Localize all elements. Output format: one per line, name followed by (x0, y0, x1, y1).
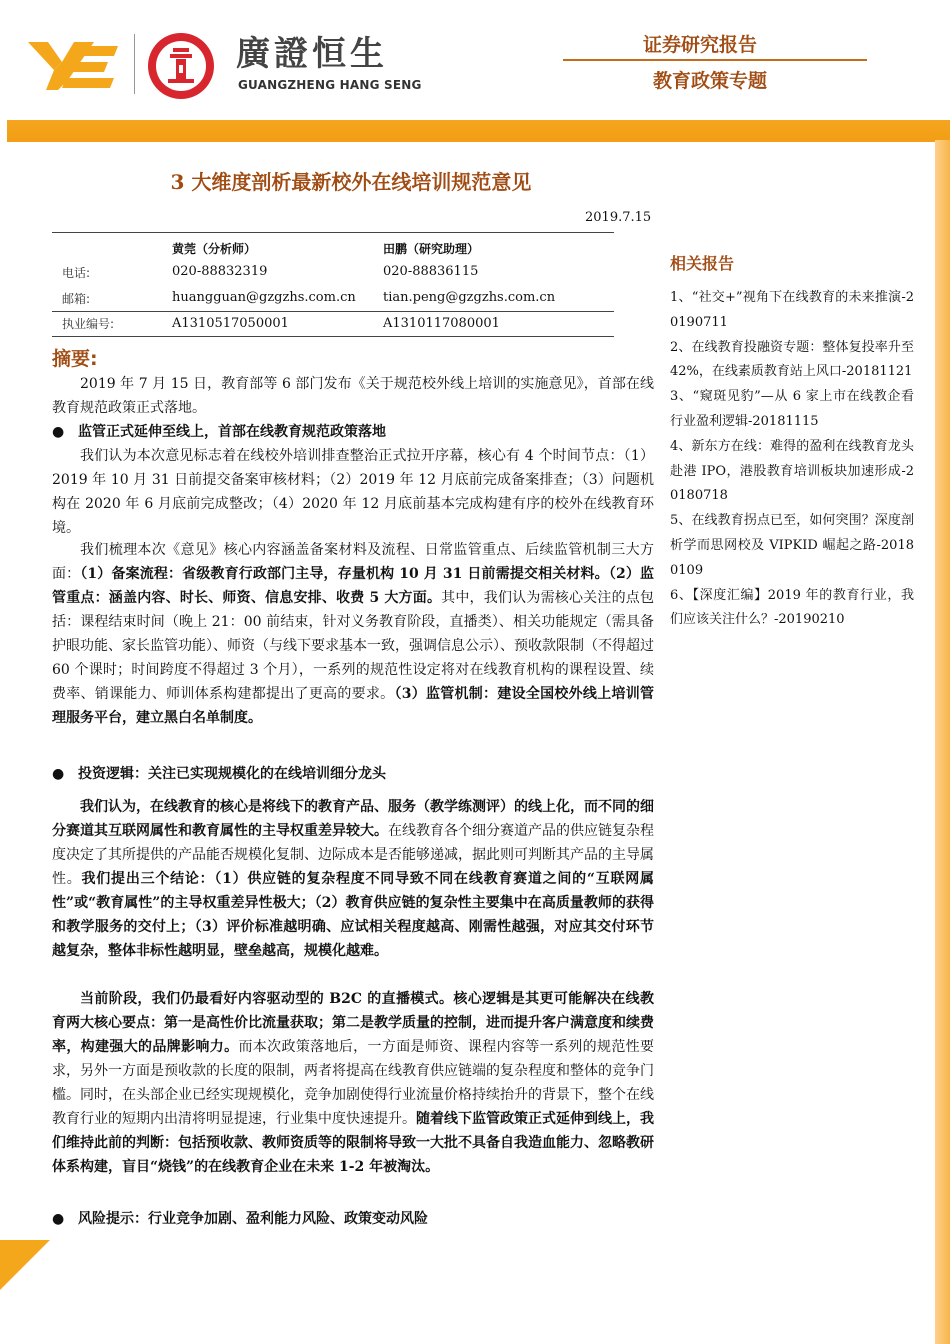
bullet-item (52, 763, 654, 785)
seal-logo-icon (146, 31, 216, 101)
related-report-item[interactable]: 5、在线教育拐点已至，如何突围？深度剖析学而思网校及 VIPKID 崛起之路-20180109 (670, 513, 914, 578)
logo-divider (134, 34, 135, 94)
investment-logic-paragraph (52, 795, 654, 963)
related-report-item[interactable]: 3、“窥斑见豹”—从 6 家上市在线教企看行业盈利逻辑-20181115 (670, 389, 914, 429)
regulation-content-paragraph (52, 538, 654, 730)
para4-bold-1: 当前阶段，我们仍最看好内容驱动型的 B2C 的直播模式。核心逻辑是其更可能解决在线教育两大核心要点：第一是高性价比流量获取；第二是教学质量的控制，进而提升客户满意度和续费率，构建强大的品牌影响力。 (52, 991, 654, 1055)
author-2: 田鹏（研究助理） (383, 242, 480, 256)
related-reports-list (670, 286, 914, 633)
para2-bold-1: （1）备案流程：省级教育行政部门主导，存量机构 10 月 31 日前需提交相关材料。（2）监管重点：涵盖内容、时长、师资、信息安排、收费 5 大方面。 (52, 566, 654, 606)
para3-bold-1: 我们认为，在线教育的核心是将线下的教育产品、服务（教学练测评）的线上化，而不同的细分赛道其互联网属性和教育属性的主导权重差异较大。 (52, 799, 654, 839)
bullet-3-text: 风险提示：行业竞争加剧、盈利能力风险、政策变动风险 (78, 1211, 428, 1227)
report-title: 3 大维度剖析最新校外在线培训规范意见 (170, 170, 532, 194)
para4-bold-2: 随着线下监管政策正式延伸到线上，我们维持此前的判断：包括预收款、教师资质等的限制将导致一大批不具备自我造血能力、忽略教研体系构建，盲目“烧钱”的在线教育企业在未来 1-2 年被淘汰。 (52, 1111, 654, 1175)
bullet-2-text: 投资逻辑：关注已实现规模化的在线培训细分龙头 (78, 766, 386, 782)
table-rule-bottom (52, 336, 614, 337)
related-report-item[interactable]: 4、新东方在线：难得的盈利在线教育龙头赴港 IPO，港股教育培训板块加速形成-20180718 (670, 438, 914, 504)
para2-text-2: 其中，我们认为需核心关注的点包括：课程结束时间（晚上 21：00 前结束，针对义务教育阶段，直播类）、相关功能规定（需具备护眼功能、家长监管功能）、师资（与线下要求基本一致，强调信息公示）、预收款限制（不得超过 60 个课时；时间跨度不得超过 3 个月），一系列的规范性设定将对在线教育机构的课程设置、续费率、销课能力、师训体系构建都提出了更高的要求。 (52, 590, 654, 702)
header-band (7, 120, 950, 142)
author-2-email[interactable]: tian.peng@gzgzhs.com.cn (383, 290, 556, 305)
author-1-license: A1310517050001 (172, 316, 289, 331)
b2c-live-paragraph (52, 987, 654, 1179)
author-2-license: A1310117080001 (383, 316, 500, 331)
bullet-icon: ● (52, 1211, 65, 1227)
right-edge-band (935, 140, 950, 1344)
para3-text-1: 在线教育各个细分赛道产品的供应链复杂程度决定了其所提供的产品能否规模化复制、边际成本是否能够递减，据此则可判断其产品的主导属性。 (52, 823, 654, 887)
related-reports-heading: 相关报告 (670, 254, 735, 273)
bullet-item (52, 421, 654, 443)
author-1-phone: 020-88832319 (172, 264, 268, 279)
bullet-icon: ● (52, 424, 65, 440)
corner-triangle-icon (0, 1240, 50, 1290)
intro-paragraph: 2019 年 7 月 15 日，教育部等 6 部门发布《关于规范校外线上培训的实施意见》，首部在线教育规范政策正式落地。 (52, 376, 654, 416)
brand-name-cn: 廣證恒生 (236, 34, 388, 74)
related-report-item[interactable]: 2、在线教育投融资专题：整体复投率升至 42%，在线素质教育站上风口-20181121 (670, 339, 914, 380)
summary-heading: 摘要: (52, 348, 98, 370)
report-date: 2019.7.15 (585, 210, 652, 225)
table-rule-top (52, 232, 614, 233)
header-rule (563, 59, 867, 61)
email-label: 邮箱: (62, 292, 91, 306)
para3-bold-2: 我们提出三个结论：（1）供应链的复杂程度不同导致不同在线教育赛道之间的“互联网属性”或“教育属性”的主导权重差异性极大；（2）教育供应链的复杂性主要集中在高质量教师的获得和教学服务的交付上；（3）评价标准越明确、应试相关程度越高、刚需性越强，对应其交付环节越复杂，整体非标性越明显，壁垒越高，规模化越难。 (52, 871, 655, 959)
related-report-item[interactable]: 6、【深度汇编】2019 年的教育行业，我们应该关注什么？-20190210 (670, 587, 914, 628)
para4-text-1: 而本次政策落地后，一方面是师资、课程内容等一系列的规范性要求，另外一方面是预收款的长度的限制，两者将提高在线教育供应链端的复杂程度和整体的竞争门槛。同时，在头部企业已经实现规模化，竞争加剧使得行业流量价格持续抬升的背景下，整个在线教育行业的短期内出清将明显提速，行业集中度快速提升。 (52, 1039, 655, 1127)
related-report-item[interactable]: 1、“社交+”视角下在线教育的未来推演-20190711 (670, 290, 914, 330)
license-label: 执业编号: (62, 317, 115, 331)
table-rule-mid (52, 311, 614, 312)
brand-name-en: GUANGZHENG HANG SENG (238, 78, 422, 92)
author-2-phone: 020-88836115 (383, 264, 479, 279)
bullet-icon: ● (52, 766, 65, 782)
para2-bold-2: （3）监管机制：建设全国校外线上培训管理服务平台，建立黑白名单制度。 (52, 686, 654, 726)
para2-text-1: 我们梳理本次《意见》核心内容涵盖备案材料及流程、日常监管重点、后续监管机制三大方面： (52, 542, 654, 582)
author-1-email[interactable]: huangguan@gzgzhs.com.cn (172, 290, 356, 305)
ye-logo-icon (28, 40, 120, 92)
bullet-item (52, 1208, 654, 1230)
report-type: 证券研究报告 (643, 34, 758, 56)
policy-timeline-paragraph: 我们认为本次意见标志着在线校外培训排查整治正式拉开序幕，核心有 4 个时间节点：（1）2019 年 10 月 31 日前提交备案审核材料；（2）2019 年 12 月底前完成备案排查；（3）问题机构在 2020 年 6 月底前完成整改；（4）2020 年 12 月底前基本完成构建有序的校外在线教育环境。 (52, 448, 654, 536)
bullet-1-text: 监管正式延伸至线上，首部在线教育规范政策落地 (78, 424, 386, 440)
report-topic: 教育政策专题 (653, 70, 768, 92)
author-1: 黄莞（分析师） (172, 242, 257, 256)
phone-label: 电话: (62, 266, 91, 280)
